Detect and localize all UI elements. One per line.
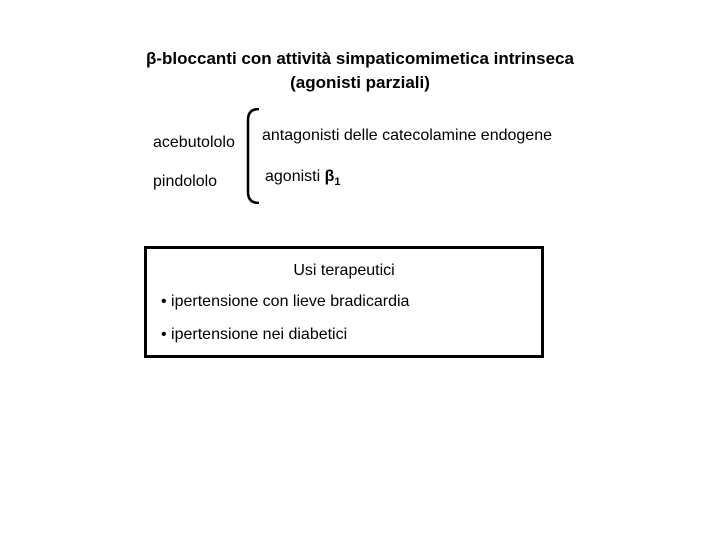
effect-agonist-text xyxy=(265,167,340,192)
therapeutic-uses-heading: Usi terapeutici xyxy=(293,262,395,279)
effect-antagonist-text: antagonisti delle catecolamine endogene xyxy=(262,127,552,144)
therapeutic-uses-box xyxy=(144,246,544,358)
therapeutic-use-item: • ipertensione nei diabetici xyxy=(161,326,348,343)
therapeutic-use-item: • ipertensione con lieve bradicardia xyxy=(161,293,410,310)
beta-symbol: β xyxy=(324,168,335,185)
slide-title-line-2: (agonisti parziali) xyxy=(290,73,430,92)
slide-title-line-1: β-bloccanti con attività simpaticomimetica intrinseca xyxy=(146,49,574,68)
drug-acebutololo: acebutololo xyxy=(153,134,235,151)
left-bracket-shape xyxy=(245,108,261,204)
drug-pindololo: pindololo xyxy=(153,173,218,190)
slide-title xyxy=(0,47,720,95)
beta-subscript: 1 xyxy=(334,176,341,188)
effect-agonist-prefix: agonisti xyxy=(265,168,325,185)
